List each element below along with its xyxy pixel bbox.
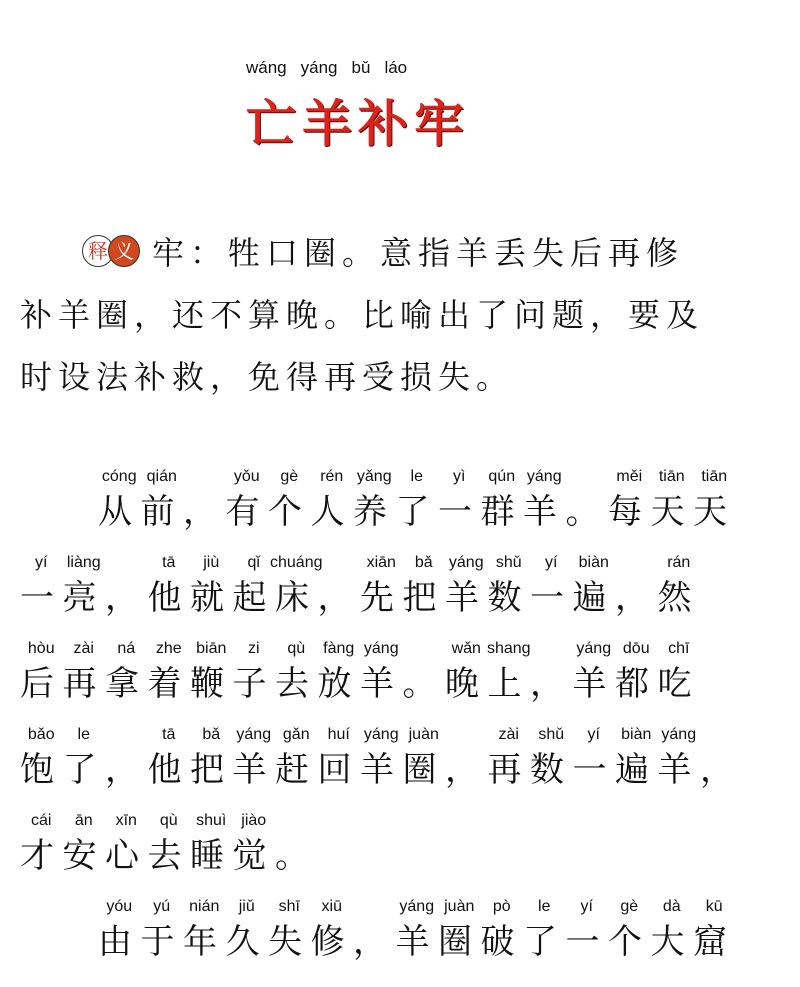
pinyin-cell (360, 554, 403, 576)
story-line (20, 812, 743, 898)
pinyin: qún (488, 468, 516, 485)
pinyin: bǎ (414, 554, 433, 571)
pinyin: yáng (661, 726, 697, 743)
pinyin: qù (287, 640, 306, 657)
pinyin-cell (530, 726, 573, 748)
pinyin-cell (20, 554, 63, 576)
pinyin-cell (105, 812, 148, 834)
pinyin: tā (162, 726, 176, 743)
pinyin-cell (226, 468, 269, 490)
pinyin-cell (105, 554, 148, 576)
pinyin: biàn (621, 726, 652, 743)
pinyin-cell (403, 726, 446, 748)
pinyin-cell (183, 898, 226, 920)
pinyin-cell (63, 726, 106, 748)
pinyin-cell (318, 640, 361, 662)
pinyin: shang (486, 640, 531, 657)
pinyin-cell (63, 554, 106, 576)
pinyin: qù (159, 812, 178, 829)
pinyin-cell (488, 640, 531, 662)
pinyin: láo (384, 58, 408, 77)
pinyin-cell (275, 640, 318, 662)
pinyin: juàn (444, 898, 475, 915)
pinyin: cái (31, 812, 52, 829)
pinyin-cell (275, 812, 318, 834)
story-line (20, 898, 743, 984)
pinyin: xiān (366, 554, 396, 571)
pinyin-cell (190, 640, 233, 662)
pinyin-cell (693, 898, 736, 920)
pinyin-cell (190, 554, 233, 576)
pinyin-row (20, 726, 743, 748)
pinyin-cell (658, 640, 701, 662)
pinyin-cell (608, 898, 651, 920)
pinyin: jiǔ (238, 898, 255, 915)
pinyin-cell (488, 554, 531, 576)
pinyin-cell (233, 812, 276, 834)
pinyin: tā (162, 554, 176, 571)
story-line (20, 468, 743, 554)
story-line (20, 640, 743, 726)
pinyin: jiù (203, 554, 220, 571)
pinyin-cell (445, 726, 488, 748)
pinyin: xīn (115, 812, 137, 829)
pinyin: yáng (363, 640, 399, 657)
pinyin: bǎo (27, 726, 55, 743)
page-title: 亡羊补牢 (246, 95, 470, 153)
pinyin: rán (667, 554, 691, 571)
pinyin-row (20, 812, 743, 834)
pinyin: gè (280, 468, 299, 485)
pinyin: yí (545, 554, 558, 571)
pinyin: le (410, 468, 423, 485)
pinyin: fàng (323, 640, 355, 657)
pinyin-cell (573, 726, 616, 748)
pinyin: qián (146, 468, 177, 485)
pinyin-cell (20, 640, 63, 662)
pinyin: gǎn (282, 726, 310, 743)
pinyin: hòu (27, 640, 55, 657)
pinyin-cell (148, 554, 191, 576)
pinyin-cell (360, 640, 403, 662)
explanation-badge (82, 235, 140, 267)
pinyin: yú (153, 898, 171, 915)
pinyin-cell (233, 640, 276, 662)
pinyin: dōu (622, 640, 650, 657)
pinyin: yì (453, 468, 466, 485)
pinyin-cell (311, 468, 354, 490)
pinyin-cell (651, 898, 694, 920)
pinyin: chī (668, 640, 690, 657)
pinyin-cell (615, 726, 658, 748)
pinyin-cell (190, 726, 233, 748)
story-text (20, 468, 743, 984)
title-pinyin (246, 58, 421, 78)
pinyin: zài (498, 726, 519, 743)
pinyin: shǔ (495, 554, 522, 571)
pinyin-cell (105, 640, 148, 662)
pinyin: yóu (106, 898, 133, 915)
pinyin-row (98, 468, 743, 490)
pinyin-cell (573, 640, 616, 662)
pinyin-cell (141, 898, 184, 920)
pinyin: shuì (196, 812, 227, 829)
pinyin-cell (268, 898, 311, 920)
pinyin-cell (523, 468, 566, 490)
pinyin: huí (327, 726, 350, 743)
pinyin-cell (523, 898, 566, 920)
pinyin-cell (20, 726, 63, 748)
pinyin-cell (148, 812, 191, 834)
pinyin-cell (270, 554, 323, 576)
pinyin: kū (705, 898, 723, 915)
pinyin-cell (318, 554, 361, 576)
pinyin-cell (658, 726, 701, 748)
pinyin: zài (73, 640, 94, 657)
pinyin-cell (148, 640, 191, 662)
pinyin: cóng (101, 468, 137, 485)
pinyin-cell (658, 554, 701, 576)
pinyin: yí (580, 898, 593, 915)
pinyin-cell (353, 468, 396, 490)
pinyin-cell (183, 468, 226, 490)
pinyin: liàng (66, 554, 101, 571)
pinyin-cell (98, 468, 141, 490)
pinyin-cell (608, 468, 651, 490)
pinyin: gè (620, 898, 639, 915)
pinyin: dà (662, 898, 681, 915)
hanzi-line: 从前，有个人养了一群羊。每天天 (98, 492, 736, 532)
explanation (20, 222, 710, 408)
pinyin-cell (396, 468, 439, 490)
pinyin-cell (573, 554, 616, 576)
pinyin: bǎ (202, 726, 221, 743)
hanzi-line: 由于年久失修，羊圈破了一个大窟 (98, 922, 736, 962)
story-line (20, 726, 743, 812)
hanzi-line: 才安心去睡觉。 (20, 836, 318, 876)
pinyin: yí (587, 726, 600, 743)
pinyin-cell (566, 468, 609, 490)
pinyin-cell (360, 726, 403, 748)
pinyin-row (20, 640, 743, 662)
pinyin: qǐ (247, 554, 260, 571)
pinyin-cell (63, 812, 106, 834)
pinyin: yáng (363, 726, 399, 743)
pinyin: zhe (155, 640, 182, 657)
pinyin: xiū (321, 898, 342, 915)
pinyin-cell (403, 554, 446, 576)
badge-char: 释 (82, 235, 114, 267)
pinyin: yáng (399, 898, 435, 915)
pinyin-cell (275, 726, 318, 748)
pinyin: pò (492, 898, 511, 915)
pinyin-cell (190, 812, 233, 834)
pinyin-cell (311, 898, 354, 920)
pinyin-cell (700, 726, 743, 748)
pinyin: měi (616, 468, 643, 485)
pinyin-cell (530, 554, 573, 576)
pinyin-cell (615, 640, 658, 662)
pinyin-cell (105, 726, 148, 748)
pinyin: yáng (236, 726, 272, 743)
pinyin: yǒu (233, 468, 260, 485)
pinyin-cell (530, 640, 573, 662)
pinyin: ná (117, 640, 136, 657)
pinyin: wáng (246, 58, 287, 77)
pinyin-cell (141, 468, 184, 490)
pinyin: jiào (241, 812, 267, 829)
pinyin-cell (438, 468, 481, 490)
story-line (20, 554, 743, 640)
pinyin: yáng (576, 640, 612, 657)
pinyin-cell (148, 726, 191, 748)
pinyin: juàn (408, 726, 439, 743)
pinyin: biàn (578, 554, 609, 571)
pinyin: yáng (448, 554, 484, 571)
pinyin-cell (396, 898, 439, 920)
pinyin: yí (35, 554, 48, 571)
pinyin-cell (438, 898, 481, 920)
pinyin-cell (445, 640, 488, 662)
pinyin-cell (20, 812, 63, 834)
pinyin: nián (189, 898, 220, 915)
pinyin-cell (481, 468, 524, 490)
pinyin: yáng (300, 58, 338, 77)
pinyin: rén (320, 468, 344, 485)
hanzi-line: 饱了，他把羊赶回羊圈，再数一遍羊， (20, 750, 743, 790)
pinyin-row (98, 898, 743, 920)
pinyin: chuáng (270, 554, 323, 571)
pinyin-cell (651, 468, 694, 490)
pinyin-cell (233, 726, 276, 748)
pinyin: yáng (526, 468, 562, 485)
pinyin: yǎng (356, 468, 392, 485)
hanzi-line: 后再拿着鞭子去放羊。晚上，羊都吃 (20, 664, 700, 704)
pinyin-cell (63, 640, 106, 662)
pinyin-cell (481, 898, 524, 920)
pinyin-row (20, 554, 743, 576)
pinyin-cell (488, 726, 531, 748)
pinyin-cell (318, 726, 361, 748)
pinyin-cell (98, 898, 141, 920)
pinyin: zi (247, 640, 260, 657)
pinyin: shī (278, 898, 300, 915)
pinyin: le (77, 726, 90, 743)
pinyin-cell (445, 554, 488, 576)
explanation-text: 牢：牲口圈。意指羊丢失后再修补羊圈，还不算晚。比喻出了问题，要及时设法补救，免得再受损失。 (20, 234, 705, 396)
pinyin: le (538, 898, 551, 915)
pinyin-cell (693, 468, 736, 490)
pinyin-cell (403, 640, 446, 662)
pinyin: tiān (701, 468, 728, 485)
pinyin-cell (566, 898, 609, 920)
pinyin-cell (226, 898, 269, 920)
pinyin-cell (615, 554, 658, 576)
pinyin: shǔ (538, 726, 565, 743)
pinyin-cell (353, 898, 396, 920)
pinyin: wǎn (451, 640, 481, 657)
pinyin-cell (233, 554, 276, 576)
pinyin: bǔ (351, 58, 371, 77)
hanzi-line: 一亮，他就起床，先把羊数一遍，然 (20, 578, 700, 618)
badge-char: 义 (108, 235, 140, 267)
pinyin: tiān (658, 468, 685, 485)
pinyin-cell (268, 468, 311, 490)
pinyin: ān (74, 812, 93, 829)
pinyin: biān (196, 640, 227, 657)
